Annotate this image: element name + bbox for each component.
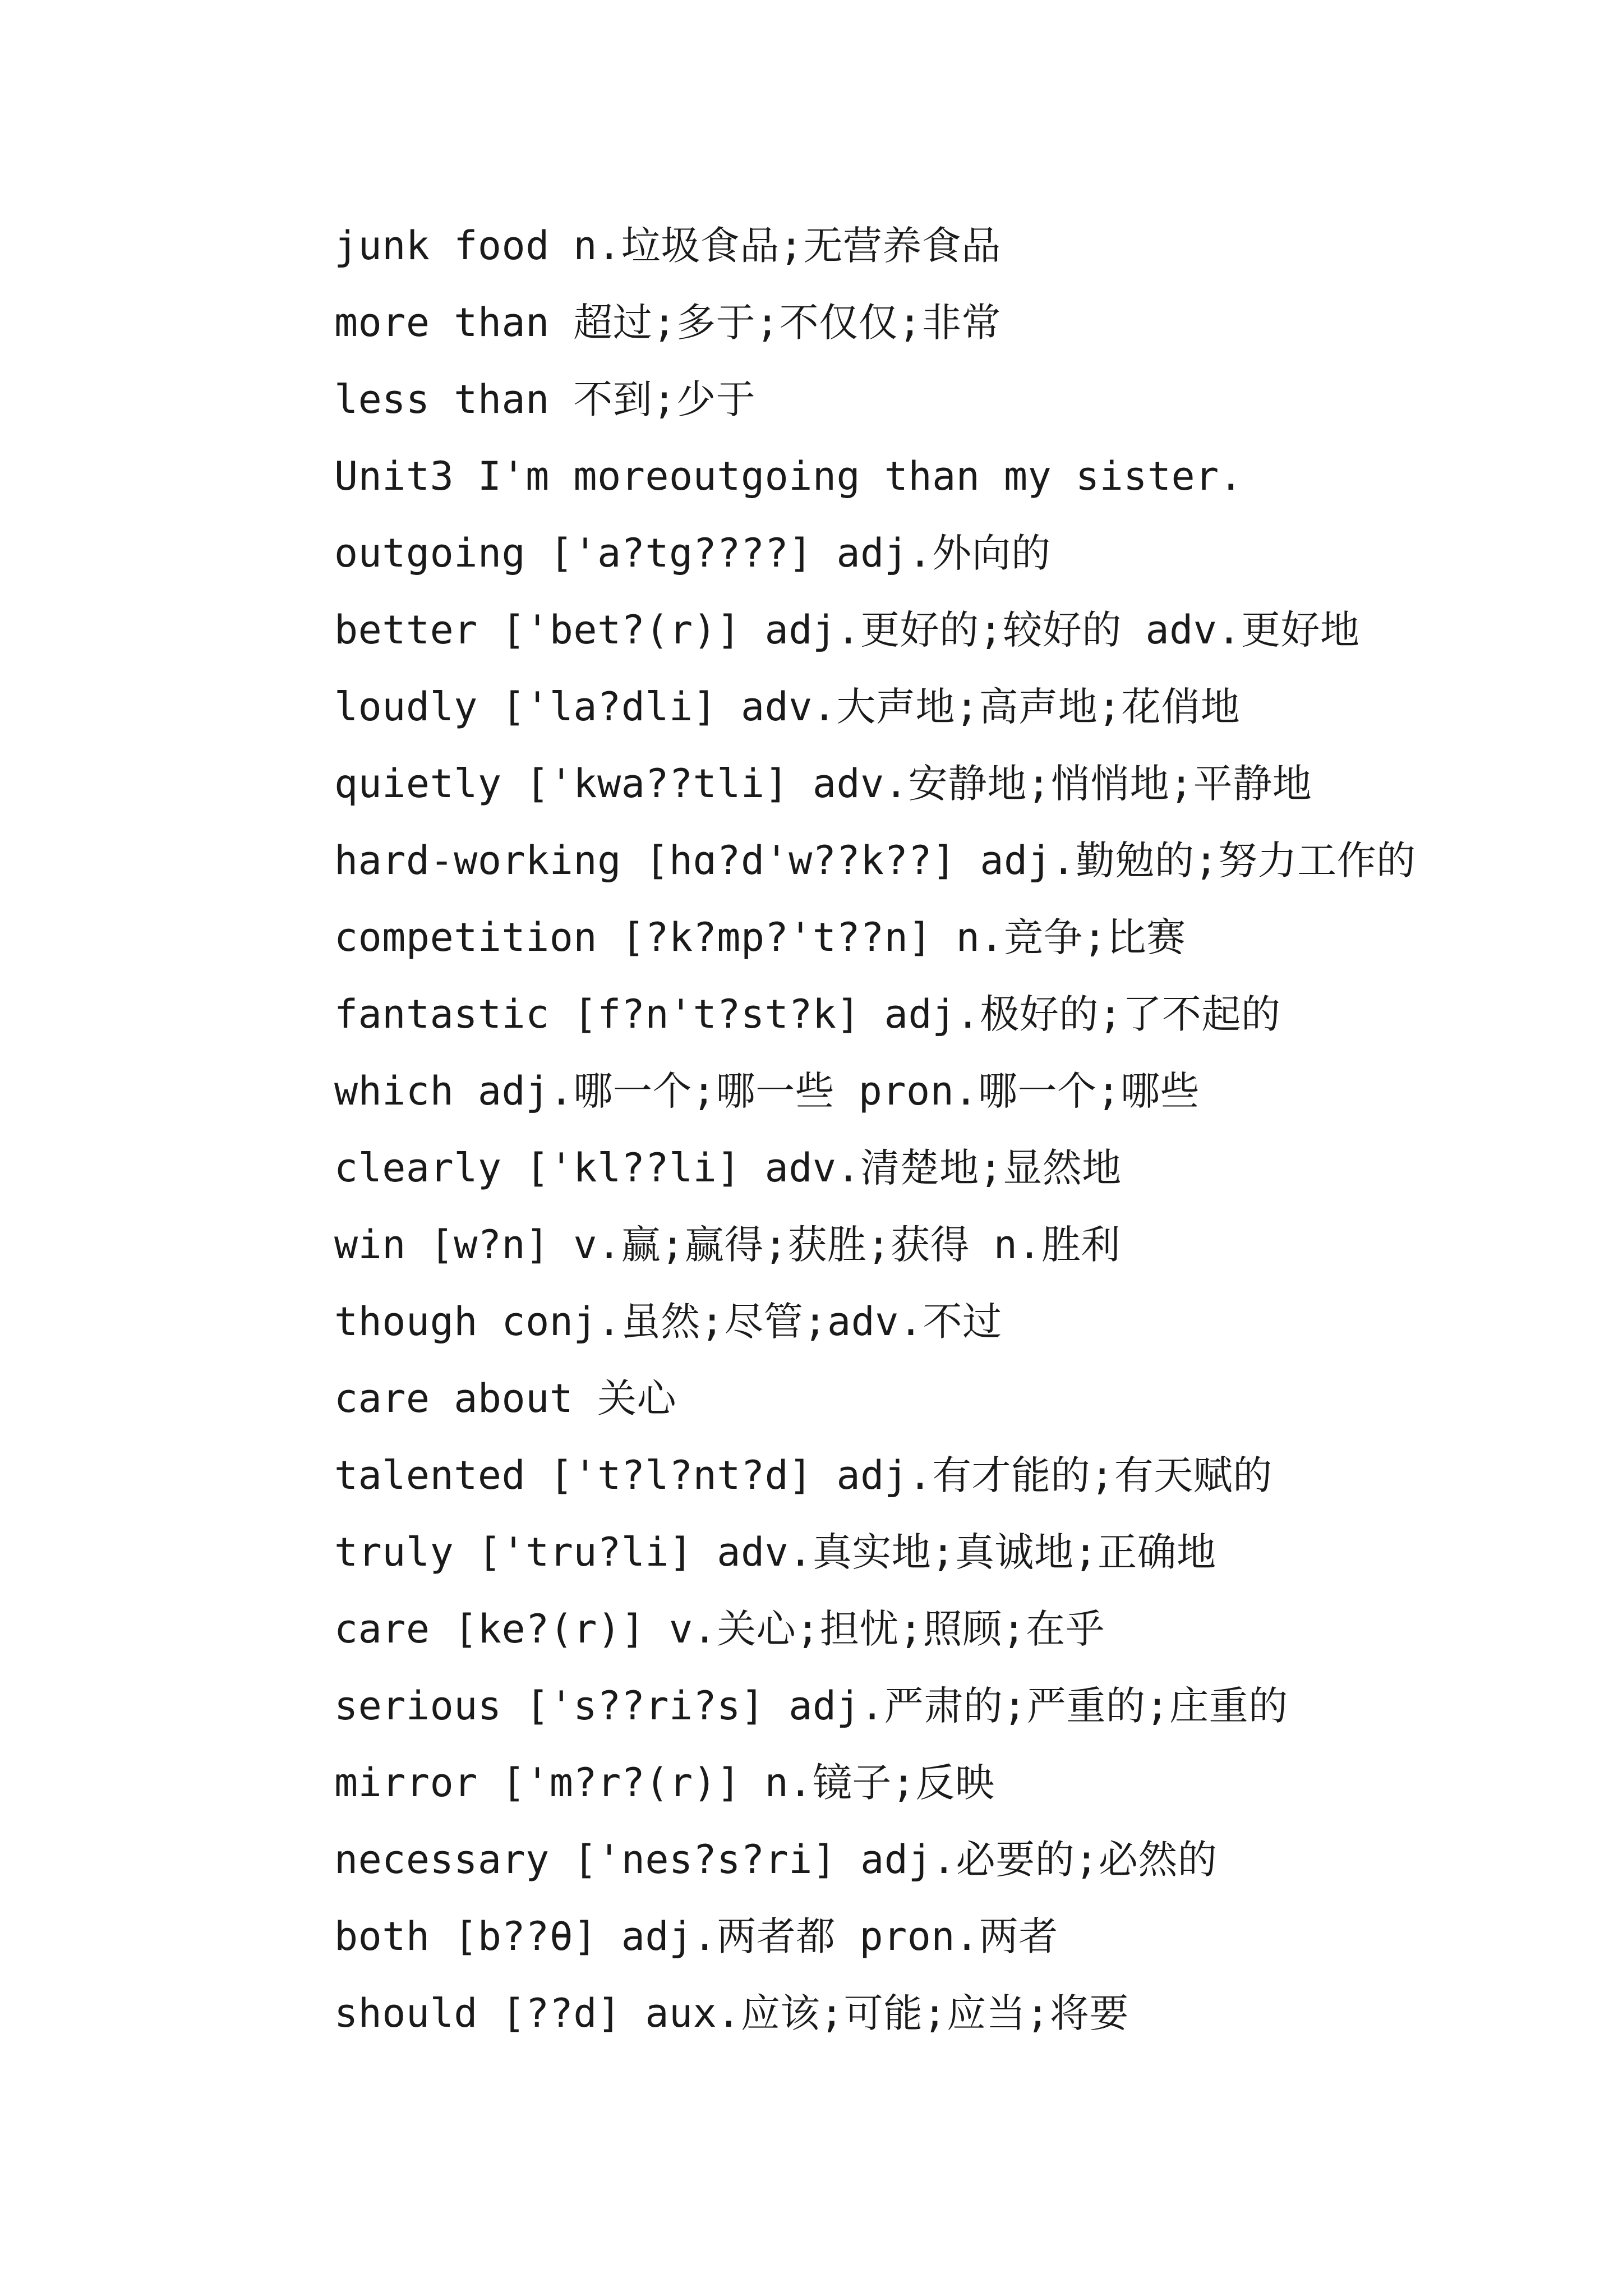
vocab-line: junk food n.垃圾食品;无营养食品 [334,223,1001,269]
vocab-line: talented ['t?l?nt?d] adj.有才能的;有天赋的 [334,1452,1272,1498]
vocab-line: quietly ['kwa??tli] adv.安静地;悄悄地;平静地 [334,761,1312,807]
vocab-line: outgoing ['a?tg????] adj.外向的 [334,530,1051,576]
vocab-line: necessary ['nes?s?ri] adj.必要的;必然的 [334,1837,1218,1883]
vocab-line: care [ke?(r)] v.关心;担忧;照顾;在乎 [334,1606,1105,1652]
vocab-line: better ['bet?(r)] adj.更好的;较好的 adv.更好地 [334,607,1360,653]
vocab-line: though conj.虽然;尽管;adv.不过 [334,1299,1002,1345]
vocab-line: should [??d] aux.应该;可能;应当;将要 [334,1990,1129,2036]
vocab-line: both [b??θ] adj.两者都 pron.两者 [334,1913,1058,1959]
vocab-line: more than 超过;多于;不仅仅;非常 [334,300,1001,346]
unit-heading: Unit3 I'm moreoutgoing than my sister. [334,453,1243,499]
vocab-line: competition [?k?mp?'t??n] n.竞争;比赛 [334,914,1186,960]
vocab-line: hard-working [hɑ?d'w??k??] adj.勤勉的;努力工作的 [334,838,1416,884]
vocab-line: care about 关心 [334,1375,677,1421]
vocab-line: clearly ['kl??li] adv.清楚地;显然地 [334,1145,1122,1191]
vocab-line: win [w?n] v.赢;赢得;获胜;获得 n.胜利 [334,1222,1121,1268]
vocab-line: fantastic [f?n't?st?k] adj.极好的;了不起的 [334,991,1281,1037]
vocab-line: loudly ['la?dli] adv.大声地;高声地;花俏地 [334,684,1241,730]
vocab-line: less than 不到;少于 [334,376,756,422]
vocab-line: truly ['tru?li] adv.真实地;真诚地;正确地 [334,1529,1216,1575]
vocab-line: which adj.哪一个;哪一些 pron.哪一个;哪些 [334,1068,1200,1114]
vocab-line: mirror ['m?r?(r)] n.镜子;反映 [334,1760,995,1806]
vocab-line: serious ['s??ri?s] adj.严肃的;严重的;庄重的 [334,1683,1288,1729]
vocabulary-list [334,208,1540,2052]
